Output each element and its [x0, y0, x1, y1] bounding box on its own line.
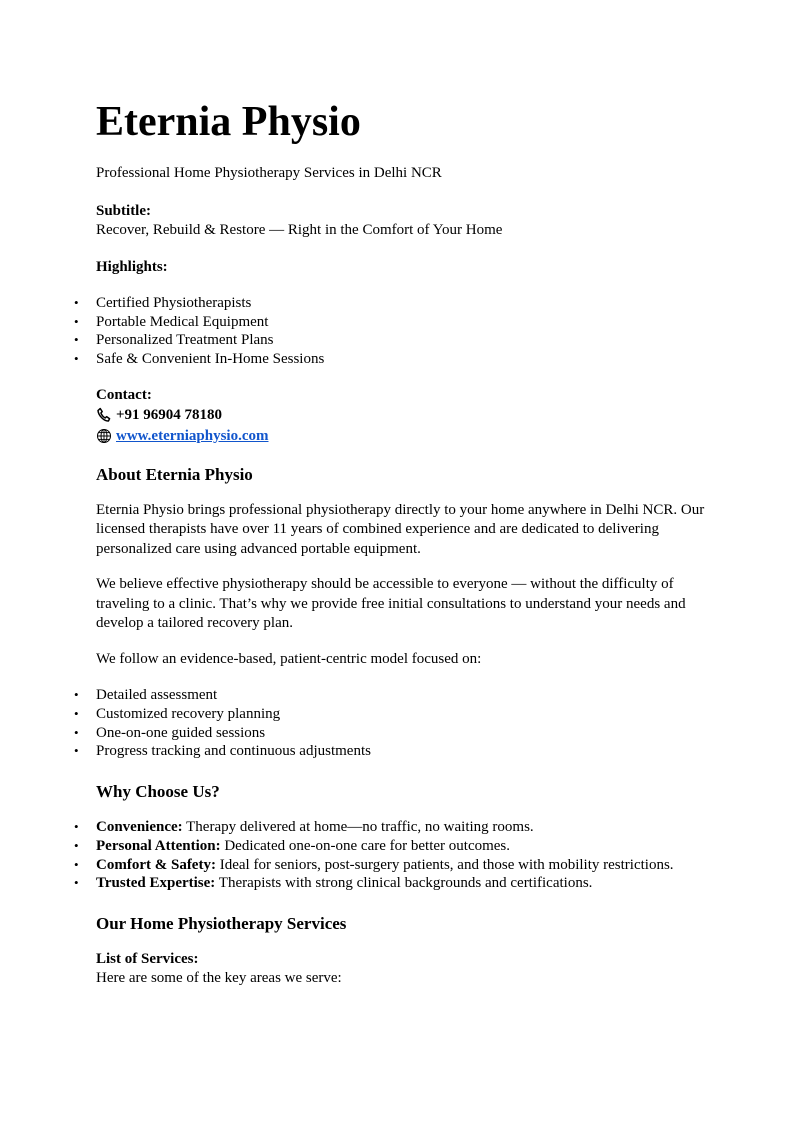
- subtitle-label: Subtitle:: [96, 203, 152, 219]
- services-intro: Here are some of the key areas we serve:: [96, 969, 342, 986]
- phone-icon: [96, 407, 112, 423]
- list-item: • Portable Medical Equipment: [96, 313, 706, 332]
- list-item: • Customized recovery planning: [96, 705, 706, 724]
- about-paragraph-3: We follow an evidence-based, patient-centric model focused on:: [96, 650, 482, 667]
- list-item: • Convenience: Therapy delivered at home—no traffic, no waiting rooms.: [96, 818, 706, 837]
- why-term: Personal Attention:: [96, 837, 221, 854]
- why-term: Trusted Expertise:: [96, 875, 216, 892]
- list-item: • Comfort & Safety: Ideal for seniors, post-surgery patients, and those with mobility restrictions.: [96, 856, 706, 875]
- about-heading: About Eternia Physio: [96, 464, 253, 484]
- why-list: [0, 818, 706, 893]
- services-heading: Our Home Physiotherapy Services: [96, 913, 347, 933]
- about-paragraph-1: Eternia Physio brings professional physiotherapy directly to your home anywhere in Delhi NCR. Our licensed therapists have over 11 years of combined experience and are dedicated to delivering personalized care using advanced portable equipment.: [96, 501, 705, 557]
- list-item: • Personalized Treatment Plans: [96, 331, 706, 350]
- list-item: • Trusted Expertise: Therapists with strong clinical backgrounds and certifications.: [96, 874, 706, 893]
- list-item: • Personal Attention: Dedicated one-on-one care for better outcomes.: [96, 837, 706, 856]
- subtitle-section: [96, 202, 706, 240]
- contact-phone: [96, 405, 706, 426]
- website-link[interactable]: www.eterniaphysio.com: [116, 427, 269, 444]
- why-heading: Why Choose Us?: [96, 782, 220, 802]
- contact-website: [96, 426, 706, 447]
- page-title: Eternia Physio: [96, 99, 361, 145]
- document-page: [96, 96, 706, 988]
- list-item: • Safe & Convenient In-Home Sessions: [96, 350, 706, 369]
- list-item: • Detailed assessment: [96, 686, 706, 705]
- contact-section: [96, 386, 706, 447]
- contact-label: Contact:: [96, 386, 152, 403]
- about-paragraph-2: We believe effective physiotherapy should be accessible to everyone — without the difficulty of traveling to a clinic. That’s why we provide free initial consultations to understand your needs and develop a tailored recovery plan.: [96, 576, 686, 632]
- tagline: Professional Home Physiotherapy Services in Delhi NCR: [96, 165, 442, 181]
- list-item: • Progress tracking and continuous adjustments: [96, 742, 706, 761]
- list-item: • Certified Physiotherapists: [96, 294, 706, 313]
- highlights-label: Highlights:: [96, 259, 168, 275]
- why-term: Convenience:: [96, 819, 183, 836]
- subtitle-text: Recover, Rebuild & Restore — Right in the Comfort of Your Home: [96, 222, 503, 238]
- services-label: List of Services:: [96, 950, 199, 967]
- globe-icon: [96, 428, 112, 444]
- approach-list: [0, 686, 706, 761]
- list-item: • One-on-one guided sessions: [96, 724, 706, 743]
- highlights-list: [0, 294, 706, 369]
- highlights-section: [96, 258, 706, 369]
- phone-number[interactable]: +91 96904 78180: [116, 406, 223, 423]
- why-term: Comfort & Safety:: [96, 856, 216, 873]
